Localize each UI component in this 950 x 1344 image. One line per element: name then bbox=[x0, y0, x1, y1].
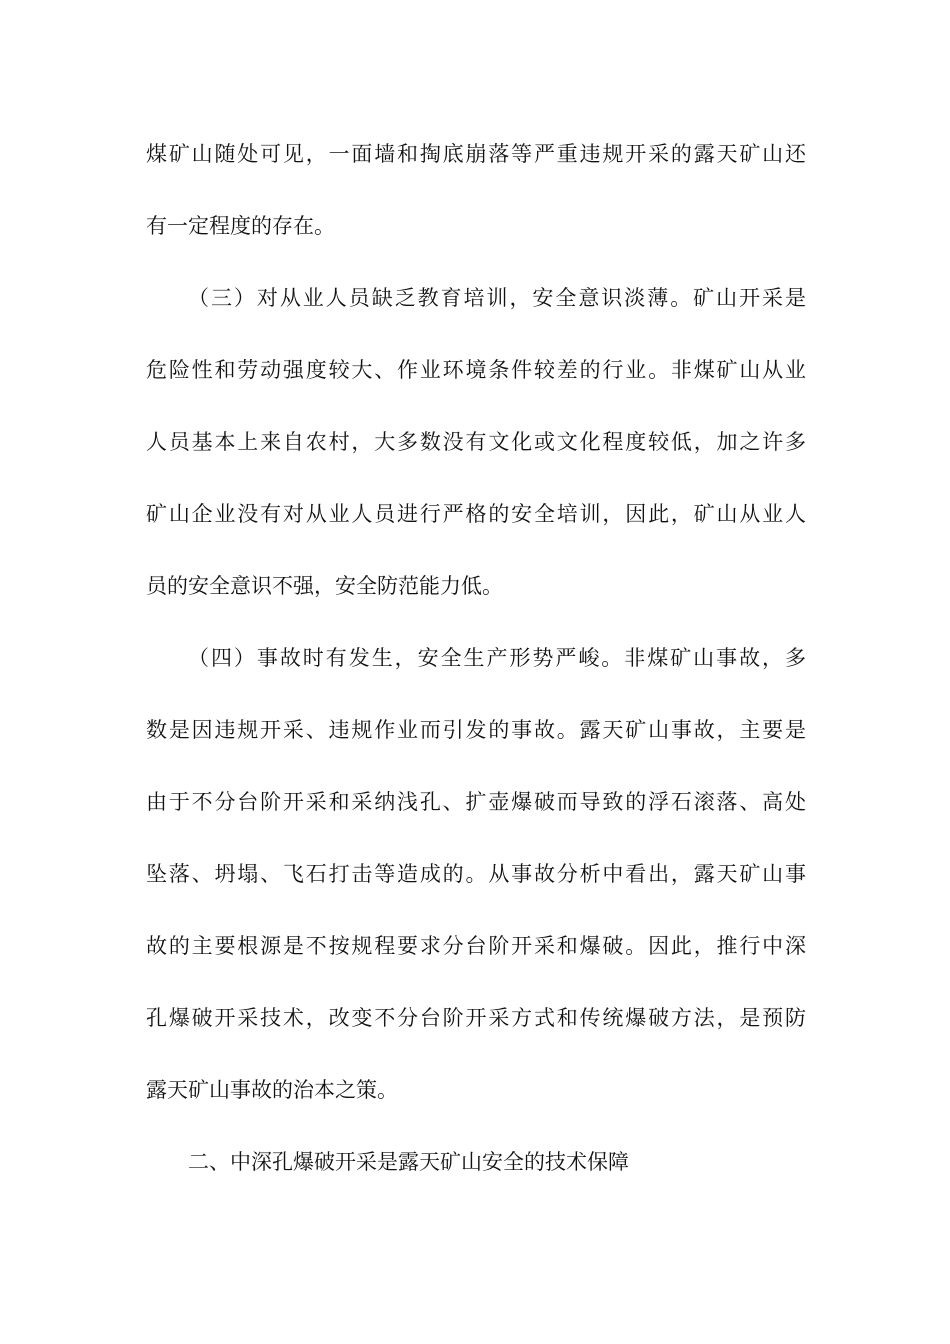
text-line-10: 由于不分台阶开采和采纳浅孔、扩壶爆破而导致的浮石滚落、高处 bbox=[146, 790, 806, 814]
text-line-14: 露天矿山事故的治本之策。 bbox=[146, 1078, 398, 1102]
text-line-11: 坠落、坍塌、飞石打击等造成的。从事故分析中看出，露天矿山事 bbox=[146, 862, 806, 886]
text-line-7: 员的安全意识不强，安全防范能力低。 bbox=[146, 574, 503, 598]
text-line-6: 矿山企业没有对从业人员进行严格的安全培训，因此，矿山从业人 bbox=[146, 502, 806, 526]
text-line-4: 危险性和劳动强度较大、作业环境条件较差的行业。非煤矿山从业 bbox=[146, 358, 806, 382]
text-line-3: （三）对从业人员缺乏教育培训，安全意识淡薄。矿山开采是 bbox=[188, 286, 806, 310]
text-line-1: 煤矿山随处可见，一面墙和掏底崩落等严重违规开采的露天矿山还 bbox=[146, 142, 806, 166]
text-line-2: 有一定程度的存在。 bbox=[146, 214, 335, 238]
text-line-12: 故的主要根源是不按规程要求分台阶开采和爆破。因此，推行中深 bbox=[146, 934, 806, 958]
section-heading: 二、中深孔爆破开采是露天矿山安全的技术保障 bbox=[188, 1150, 629, 1174]
text-line-9: 数是因违规开采、违规作业而引发的事故。露天矿山事故，主要是 bbox=[146, 718, 806, 742]
text-line-13: 孔爆破开采技术，改变不分台阶开采方式和传统爆破方法，是预防 bbox=[146, 1006, 806, 1030]
text-line-8: （四）事故时有发生，安全生产形势严峻。非煤矿山事故，多 bbox=[188, 646, 806, 670]
text-line-5: 人员基本上来自农村，大多数没有文化或文化程度较低，加之许多 bbox=[146, 430, 806, 454]
